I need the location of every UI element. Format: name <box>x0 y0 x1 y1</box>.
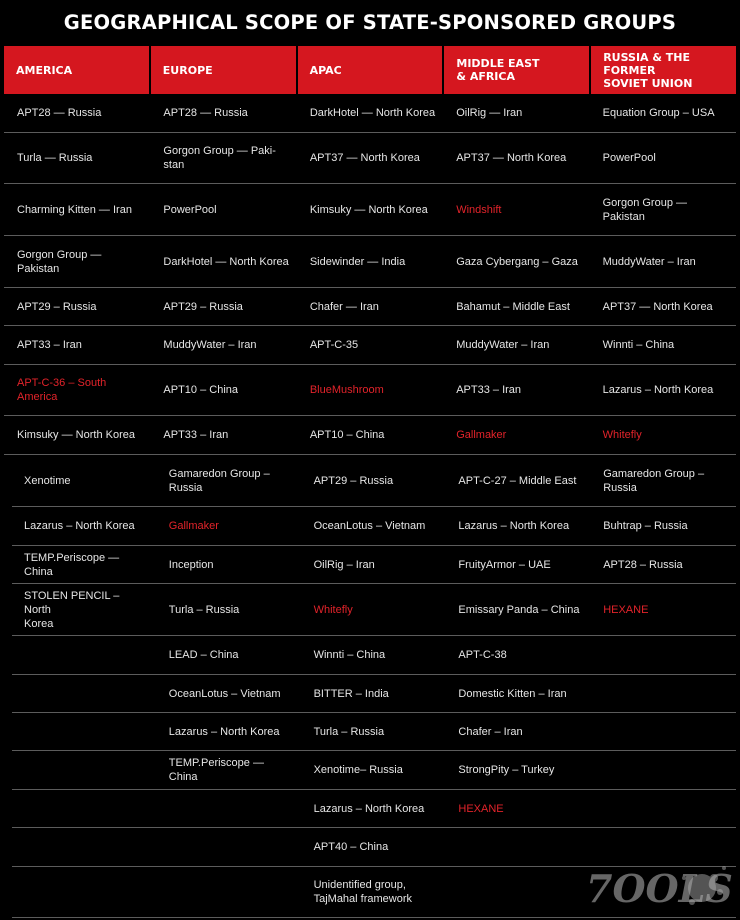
table-cell: Gamaredon Group – Russia <box>603 467 705 494</box>
table-cell: APT10 – China <box>309 429 385 441</box>
table-cell: OceanLotus – Vietnam <box>313 520 426 532</box>
table-cell: LEAD – China <box>168 649 239 661</box>
table-cell: APT33 – Iran <box>17 339 82 351</box>
table-cell <box>591 751 736 789</box>
table-cell <box>591 713 736 750</box>
table-cell: Lazarus – North Korea <box>168 725 280 738</box>
table-row <box>12 584 736 636</box>
table-cell: DarkHotel — North Korea <box>309 107 436 119</box>
table-cell: Lazarus – North Korea <box>24 520 135 532</box>
table-cell <box>12 790 157 827</box>
table-cell: Sidewinder — India <box>309 255 406 268</box>
table-cell <box>157 867 302 917</box>
table-row <box>12 751 736 790</box>
table-cell: FruityArmor – UAE <box>458 558 551 571</box>
table-cell: Domestic Kitten – Iran <box>458 687 567 700</box>
table-cell: APT28 — Russia <box>17 107 102 119</box>
table-cell: PowerPool <box>163 203 217 216</box>
tools-watermark-logo <box>584 858 734 918</box>
table-cell: Xenotime– Russia <box>313 764 403 776</box>
table-cell <box>12 751 157 789</box>
table-cell <box>12 675 157 712</box>
table-cell <box>446 867 591 917</box>
table-cell: APT40 – China <box>313 841 389 853</box>
table-cell: Gallmaker <box>168 520 219 532</box>
table-cell: HEXANE <box>458 802 504 815</box>
table-cell <box>446 828 591 866</box>
table-cell: Lazarus – North Korea <box>313 802 425 815</box>
table-cell: Emissary Panda – China <box>458 603 580 616</box>
table-row <box>12 790 736 828</box>
table-cell: Gallmaker <box>456 429 507 441</box>
table-row <box>4 133 736 184</box>
table-row <box>12 675 736 713</box>
header-apac: APAC <box>296 46 443 94</box>
table-cell: Lazarus – North Korea <box>458 520 570 532</box>
table-cell: Chafer – Iran <box>458 725 523 738</box>
table-cell: TEMP.Periscope — China <box>24 551 120 578</box>
page-title: GEOGRAPHICAL SCOPE OF STATE-SPONSORED GROUPS <box>63 11 677 34</box>
table-cell <box>591 790 736 827</box>
table-cell: OceanLotus – Vietnam <box>168 687 281 700</box>
table-cell: Kimsuky — North Korea <box>17 429 135 441</box>
table-cell: Gorgon Group — Paki- stan <box>163 145 276 171</box>
header-middle-east-africa: MIDDLE EAST & AFRICA <box>442 46 589 94</box>
table-cell <box>12 713 157 750</box>
table-cell: HEXANE <box>603 603 649 616</box>
table-cell: MuddyWater – Iran <box>456 339 550 351</box>
table-header <box>4 46 736 94</box>
table-cell: Unidentified group, TajMahal framework <box>313 879 413 905</box>
table-cell: APT-C-35 <box>309 339 359 351</box>
table-cell: APT10 – China <box>163 384 239 396</box>
table-cell: Gorgon Group — Pakistan <box>17 248 102 275</box>
table-cell: Lazarus – North Korea <box>602 384 714 396</box>
table-cell: APT-C-36 – South America <box>17 377 107 403</box>
table-cell: Winnti – China <box>313 649 386 661</box>
table-row <box>12 713 736 751</box>
table-cell: BITTER – India <box>313 687 389 700</box>
table-cell: Charming Kitten — Iran <box>17 203 132 216</box>
table-row <box>4 326 736 365</box>
table-row <box>12 636 736 675</box>
table-cell: Xenotime <box>24 474 71 487</box>
table-row <box>4 94 736 133</box>
table-cell: APT28 – Russia <box>603 558 683 571</box>
table-row <box>4 236 736 288</box>
table-cell: Bahamut – Middle East <box>456 300 570 313</box>
table-cell: TEMP.Periscope — China <box>168 757 264 783</box>
table-cell: Winnti – China <box>602 339 675 351</box>
table-row <box>12 546 736 584</box>
table-cell <box>591 636 736 674</box>
table-cell <box>157 828 302 866</box>
table-cell: BlueMushroom <box>309 384 384 396</box>
table-cell: APT33 – Iran <box>456 384 522 396</box>
table-cell: OilRig – Iran <box>313 558 375 571</box>
table-cell: MuddyWater – Iran <box>163 339 257 351</box>
header-europe: EUROPE <box>149 46 296 94</box>
table-cell <box>157 790 302 827</box>
table-cell: APT29 – Russia <box>17 300 97 313</box>
table-cell: APT-C-27 – Middle East <box>458 474 577 487</box>
table-cell: DarkHotel — North Korea <box>163 255 289 268</box>
table-row <box>4 365 736 416</box>
table-cell: Turla – Russia <box>313 725 385 738</box>
table-cell <box>12 828 157 866</box>
table-cell: APT37 — North Korea <box>602 300 713 313</box>
table-cell: APT33 – Iran <box>163 429 229 441</box>
table-cell: Chafer — Iran <box>309 300 379 313</box>
table-cell: APT28 — Russia <box>163 107 248 119</box>
table-cell: APT-C-38 <box>458 649 507 661</box>
table-cell: OilRig — Iran <box>456 107 523 119</box>
table-cell: PowerPool <box>602 152 656 164</box>
table-cell: Buhtrap – Russia <box>603 520 688 532</box>
table-row <box>4 184 736 236</box>
table-cell: Whitefly <box>602 429 642 441</box>
header-russia-former-soviet-union: RUSSIA & THE FORMER SOVIET UNION <box>589 46 736 94</box>
table-row <box>4 416 736 455</box>
table-cell: APT29 – Russia <box>163 300 243 313</box>
table-row <box>12 455 736 507</box>
table-cell: STOLEN PENCIL – North Korea <box>24 589 120 630</box>
table-cell: APT37 — North Korea <box>456 152 567 164</box>
table-cell: Kimsuky — North Korea <box>309 203 428 216</box>
table-cell: Turla – Russia <box>168 603 240 616</box>
table-cell: Gamaredon Group – Russia <box>168 467 270 494</box>
table-cell: MuddyWater – Iran <box>602 255 696 268</box>
table-cell: Whitefly <box>313 603 353 616</box>
table-cell: StrongPity – Turkey <box>458 764 555 776</box>
table-cell: Windshift <box>456 203 502 216</box>
table-row <box>4 288 736 326</box>
table-cell: APT29 – Russia <box>313 474 394 487</box>
table-cell: Gorgon Group — Pakistan <box>602 196 687 223</box>
table-cell: Gaza Cybergang – Gaza <box>456 255 578 268</box>
table-cell <box>12 867 157 917</box>
table-row <box>12 507 736 546</box>
table-cell <box>591 675 736 712</box>
header-america: AMERICA <box>16 63 73 77</box>
table-cell: APT37 — North Korea <box>309 152 420 164</box>
table-cell: Turla — Russia <box>17 152 93 164</box>
watermark-text: 7OOLS <box>586 866 733 911</box>
table-cell: Inception <box>168 558 214 571</box>
table-cell: Equation Group – USA <box>602 107 715 119</box>
table-cell <box>12 636 157 674</box>
